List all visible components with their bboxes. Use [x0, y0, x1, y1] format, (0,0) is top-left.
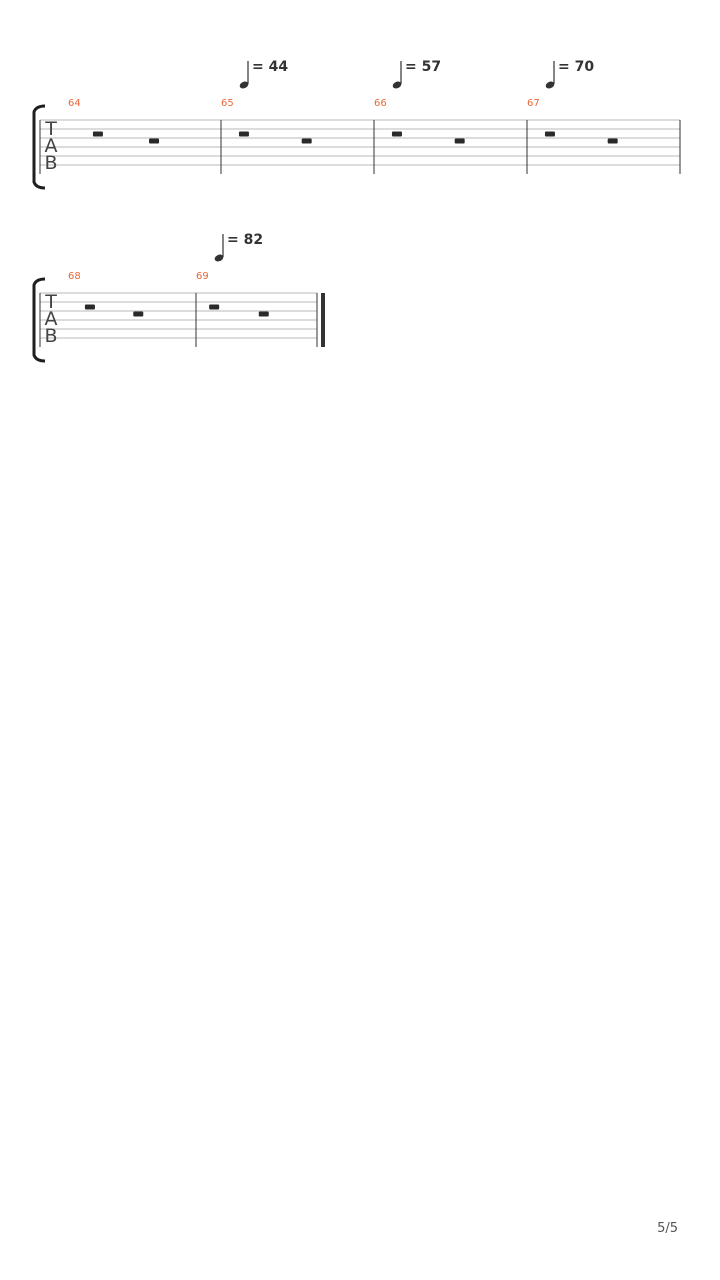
measure-number: 65 [221, 98, 234, 109]
tab-clef-letter: T [45, 118, 57, 140]
half-rest [545, 132, 555, 137]
half-rest [608, 139, 618, 144]
tempo-mark: = 57 [405, 59, 442, 75]
half-rest [392, 132, 402, 137]
final-barline [321, 293, 325, 347]
measure-number: 69 [196, 271, 209, 282]
page-number: 5/5 [657, 1221, 678, 1236]
measure-number: 64 [68, 98, 81, 109]
measure-number: 68 [68, 271, 81, 282]
half-rest [455, 139, 465, 144]
tab-clef-letter: B [44, 152, 58, 174]
tempo-mark: = 82 [227, 232, 264, 248]
tempo-mark: = 44 [252, 59, 289, 75]
tab-clef-letter: T [45, 291, 57, 313]
half-rest [149, 139, 159, 144]
half-rest [133, 312, 143, 317]
tab-clef-letter: A [44, 135, 58, 157]
half-rest [259, 312, 269, 317]
tempo-mark: = 70 [558, 59, 595, 75]
half-rest [302, 139, 312, 144]
half-rest [239, 132, 249, 137]
tab-clef-letter: B [44, 325, 58, 347]
measure-number: 67 [527, 98, 540, 109]
measure-number: 66 [374, 98, 387, 109]
half-rest [85, 305, 95, 310]
tab-clef-letter: A [44, 308, 58, 330]
half-rest [209, 305, 219, 310]
half-rest [93, 132, 103, 137]
